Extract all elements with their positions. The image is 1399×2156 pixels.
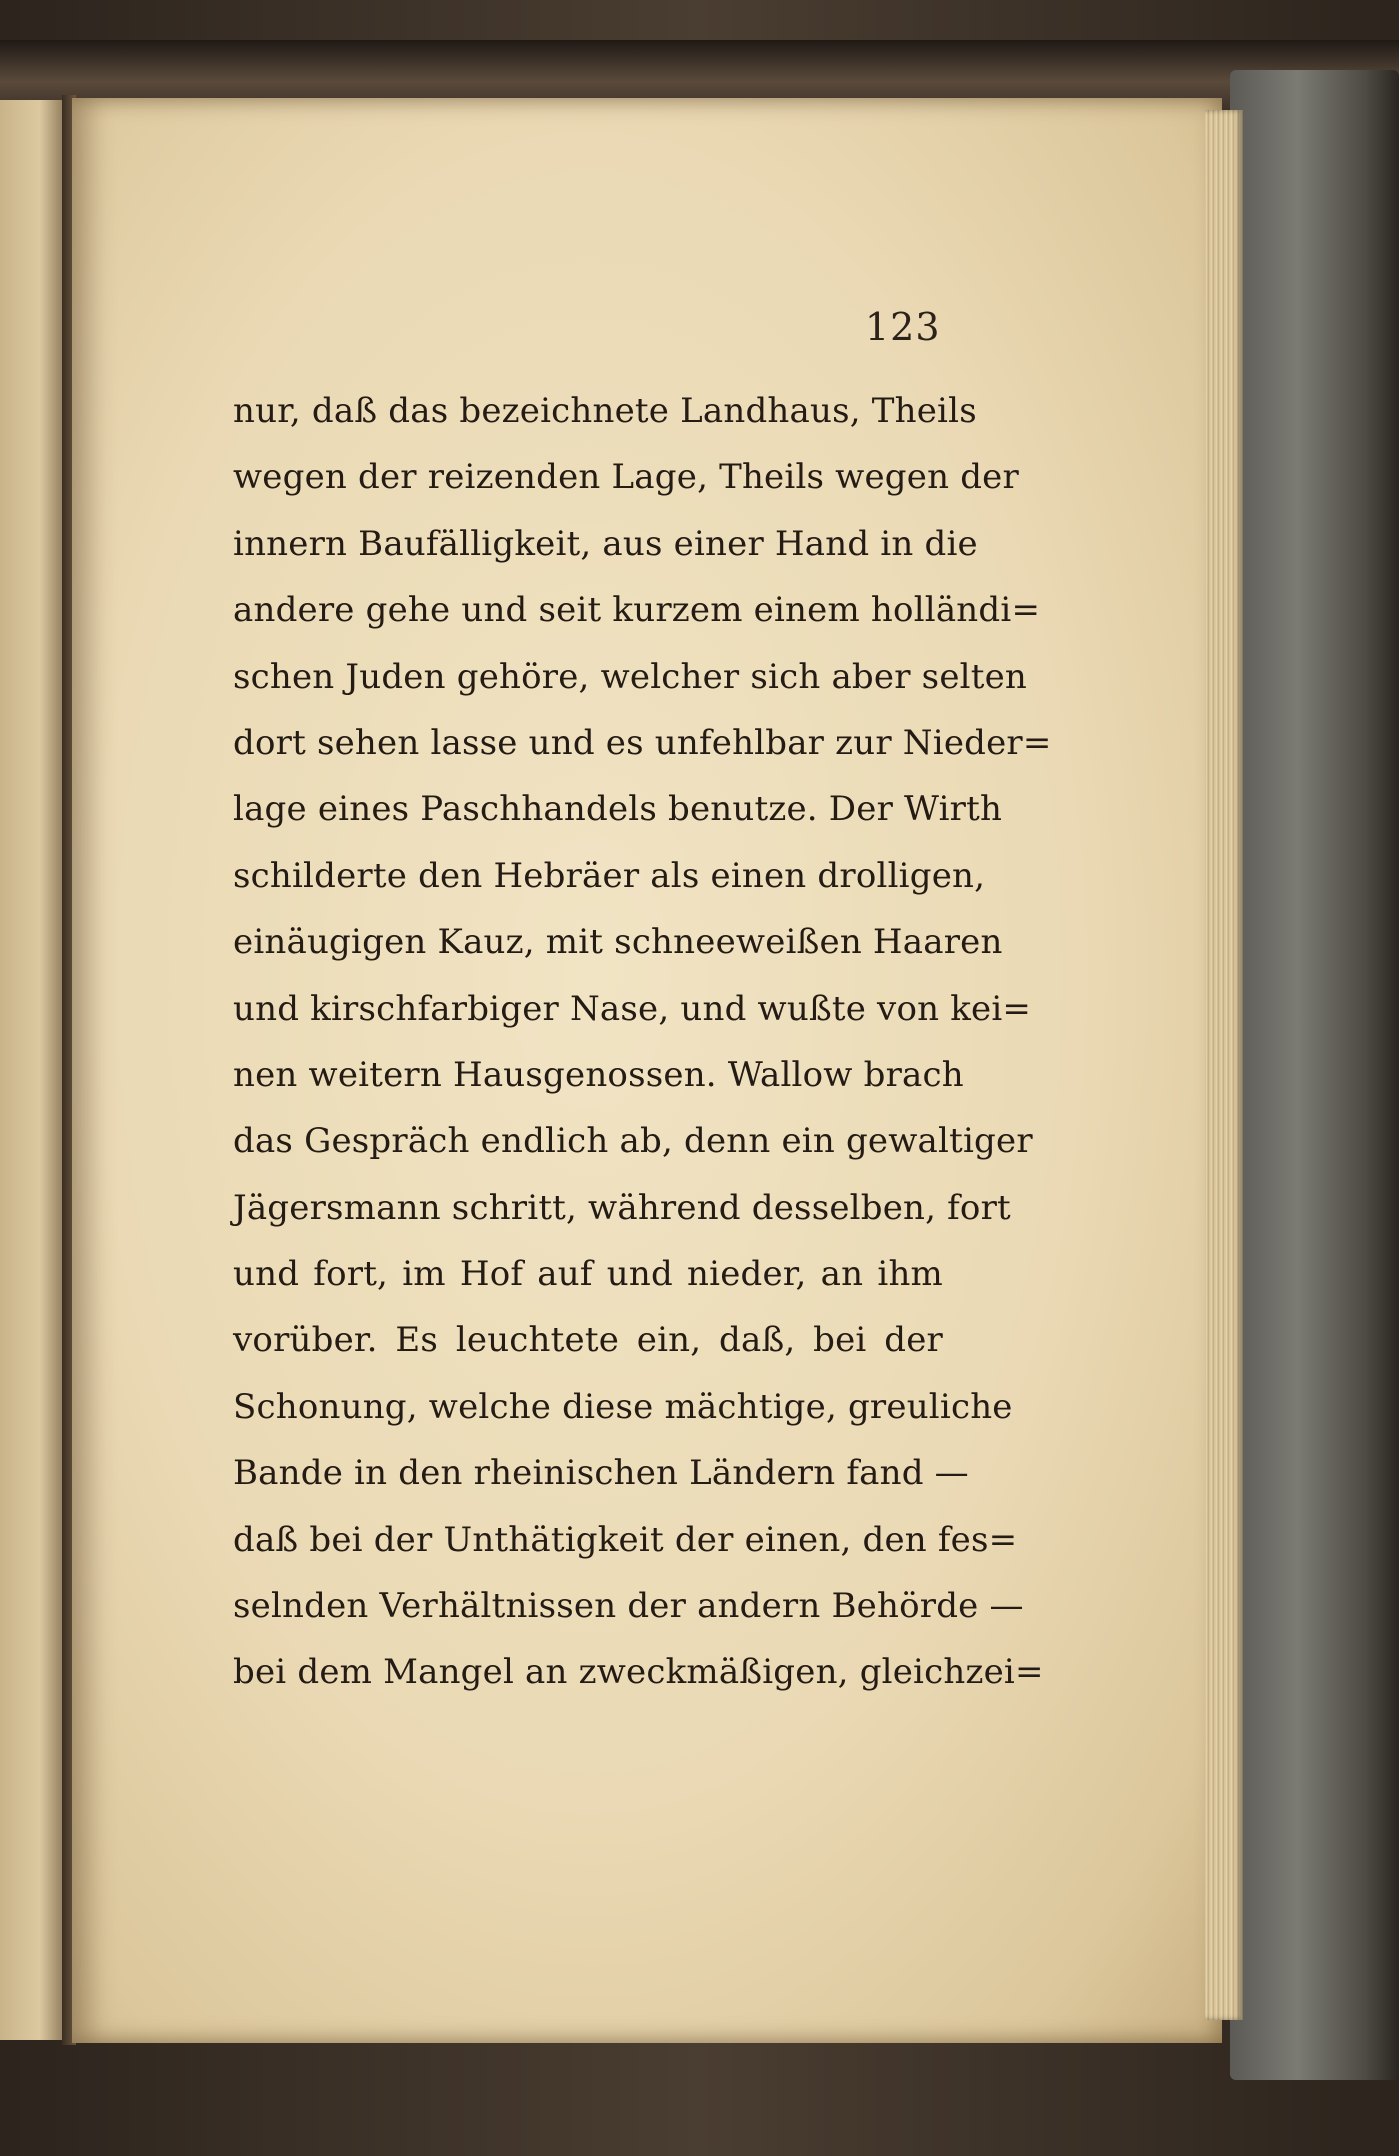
text-line: vorüber. Es leuchtete ein, daß, bei der — [233, 1320, 943, 1361]
text-line: und kirschfarbiger Nase, und wußte von kei= — [233, 988, 1032, 1029]
text-line: schilderte den Hebräer als einen drolligen, — [233, 855, 986, 896]
text-line: andere gehe und seit kurzem einem holländi= — [233, 590, 1041, 631]
text-line: Jägersmann schritt, während desselben, fort — [233, 1187, 1011, 1228]
text-line: Bande in den rheinischen Ländern fand — — [233, 1453, 969, 1494]
text-line: und fort, im Hof auf und nieder, an ihm — [233, 1254, 943, 1295]
text-line: das Gespräch endlich ab, denn ein gewaltiger — [233, 1121, 1033, 1162]
body-text — [233, 378, 1052, 1706]
facing-page-edge — [0, 100, 66, 2040]
text-line: daß bei der Unthätigkeit der einen, den fes= — [233, 1519, 1018, 1560]
text-line: einäugigen Kauz, mit schneeweißen Haaren — [233, 922, 1003, 963]
text-line: innern Baufälligkeit, aus einer Hand in die — [233, 523, 978, 564]
text-line: bei dem Mangel an zweckmäßigen, gleichzei= — [233, 1652, 1044, 1693]
book-cover-right — [1230, 70, 1399, 2080]
text-line: selnden Verhältnissen der andern Behörde — — [233, 1586, 1024, 1627]
text-line: wegen der reizenden Lage, Theils wegen der — [233, 457, 1019, 498]
text-line: lage eines Paschhandels benutze. Der Wirth — [233, 789, 1003, 830]
text-line: dort sehen lasse und es unfehlbar zur Nieder= — [233, 722, 1052, 763]
page-stack-edges — [1205, 110, 1243, 2020]
text-line: Schonung, welche diese mächtige, greuliche — [233, 1386, 1013, 1427]
text-line: schen Juden gehöre, welcher sich aber selten — [233, 656, 1028, 697]
page-number: 123 — [865, 305, 941, 349]
text-line: nen weitern Hausgenossen. Wallow brach — [233, 1054, 964, 1095]
text-line: nur, daß das bezeichnete Landhaus, Theils — [233, 391, 977, 431]
